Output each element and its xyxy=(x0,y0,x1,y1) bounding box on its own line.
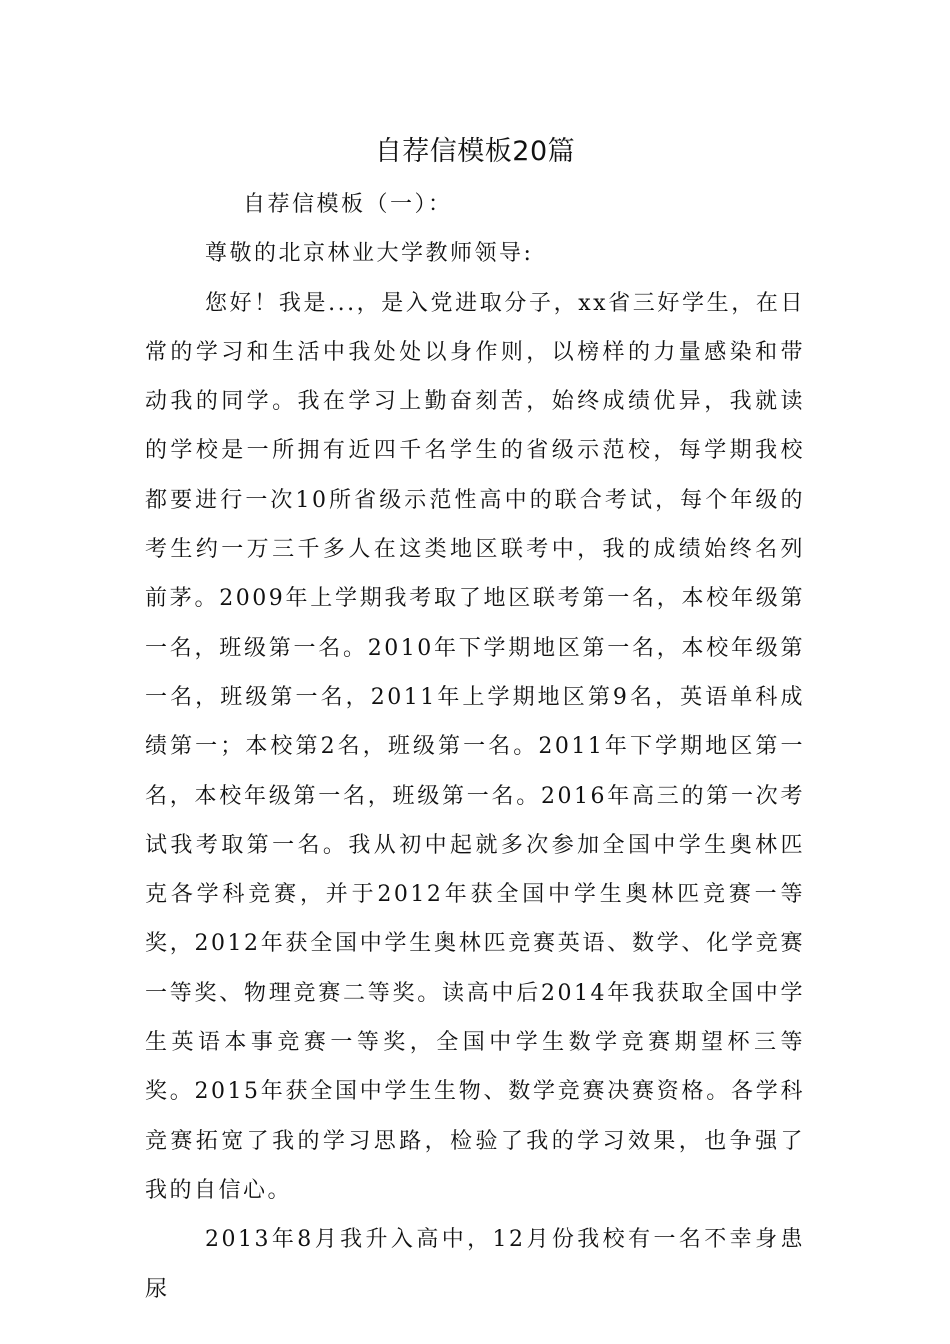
document-title: 自荐信模板20篇 xyxy=(374,136,576,167)
salutation: 尊敬的北京林业大学教师领导: xyxy=(205,241,534,267)
document-body xyxy=(145,180,805,1314)
body-paragraph-1: 您好！我是...，是入党进取分子，xx省三好学生，在日常的学习和生活中我处处以身作则，以榜样的力量感染和带动我的同学。我在学习上勤奋刻苦，始终成绩优异，我就读的学校是一所拥有近四千名学生的省级示范校，每学期我校都要进行一次10所省级示范性高中的联合考试，每个年级的考生约一万三千多人在这类地区联考中，我的成绩始终名列前茅。2009年上学期我考取了地区联考第一名，本校年级第一名，班级第一名。2010年下学期地区第一名，本校年级第一名，班级第一名，2011年上学期地区第9名，英语单科成绩第一；本校第2名，班级第一名。2011年下学期地区第一名，本校年级第一名，班级第一名。2016年高三的第一次考试我考取第一名。我从初中起就多次参加全国中学生奥林匹克各学科竞赛，并于2012年获全国中学生奥林匹竞赛一等奖，2012年获全国中学生奥林匹竞赛英语、数学、化学竞赛一等奖、物理竞赛二等奖。读高中后2014年我获取全国中学生英语本事竞赛一等奖，全国中学生数学竞赛期望杯三等奖。2015年获全国中学生生物、数学竞赛决赛资格。各学科竞赛拓宽了我的学习思路，检验了我的学习效果，也争强了我的自信心。 xyxy=(145,290,805,1203)
body-paragraph-2: 2013年8月我升入高中，12月份我校有一名不幸身患尿 xyxy=(145,1227,805,1302)
section-heading: 自荐信模板（一）： xyxy=(243,192,453,217)
